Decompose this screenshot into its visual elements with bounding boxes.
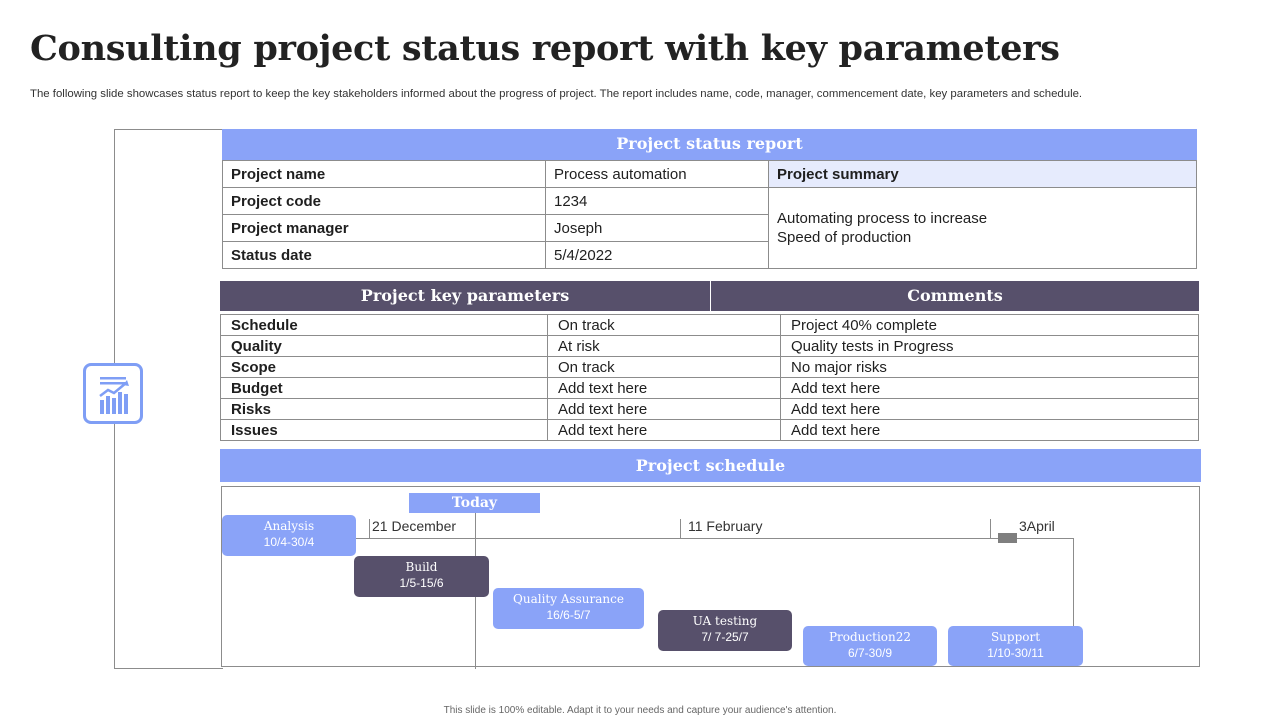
task-dates: 10/4-30/4 bbox=[263, 535, 315, 549]
status-date-value: 5/4/2022 bbox=[546, 242, 769, 269]
project-code-value: 1234 bbox=[546, 188, 769, 215]
table-row bbox=[221, 420, 1199, 441]
project-summary-header: Project summary bbox=[769, 161, 1197, 188]
status-report-table bbox=[222, 160, 1197, 269]
table-row bbox=[221, 315, 1199, 336]
summary-line: Speed of production bbox=[777, 229, 912, 246]
task-ua-testing bbox=[658, 610, 792, 651]
task-analysis bbox=[222, 515, 356, 556]
timeline-label: 3April bbox=[1019, 518, 1055, 534]
project-schedule-header: Project schedule bbox=[220, 449, 1201, 482]
page-title: Consulting project status report with key parameters bbox=[30, 28, 1060, 69]
task-name: Support bbox=[990, 630, 1041, 644]
param-status: Add text here bbox=[548, 399, 781, 420]
task-name: Production22 bbox=[828, 630, 912, 644]
param-comment: Add text here bbox=[781, 399, 1199, 420]
timeline-label: 11 February bbox=[688, 518, 763, 534]
timeline-tick bbox=[990, 519, 991, 538]
key-parameters-header: Project key parameters bbox=[220, 281, 710, 311]
timeline-tick bbox=[680, 519, 681, 538]
param-comment: Quality tests in Progress bbox=[781, 336, 1199, 357]
param-status: At risk bbox=[548, 336, 781, 357]
task-dates: 1/10-30/11 bbox=[987, 646, 1044, 660]
timeline-axis bbox=[356, 538, 1074, 539]
table-row bbox=[221, 336, 1199, 357]
param-label: Scope bbox=[221, 357, 548, 378]
param-label: Schedule bbox=[221, 315, 548, 336]
table-row bbox=[223, 161, 1197, 188]
task-dates: 1/5-15/6 bbox=[399, 576, 444, 590]
footer-note: This slide is 100% editable. Adapt it to your needs and capture your audience's attention. bbox=[443, 705, 837, 716]
task-production bbox=[803, 626, 937, 666]
param-comment: Add text here bbox=[781, 378, 1199, 399]
page-subtitle: The following slide showcases status report to keep the key stakeholders informed about the progress of project. The report includes name, code, manager, commencement date, key parameters and schedule. bbox=[30, 88, 1083, 100]
today-marker: Today bbox=[409, 493, 540, 513]
task-name: Build bbox=[405, 560, 438, 574]
table-row bbox=[221, 357, 1199, 378]
project-manager-value: Joseph bbox=[546, 215, 769, 242]
param-status: Add text here bbox=[548, 420, 781, 441]
project-summary-text bbox=[769, 188, 1197, 269]
timeline-label: 21 December bbox=[372, 518, 457, 534]
task-name: Quality Assurance bbox=[513, 592, 624, 606]
table-row bbox=[221, 399, 1199, 420]
param-comment: No major risks bbox=[781, 357, 1199, 378]
param-status: Add text here bbox=[548, 378, 781, 399]
status-report-header: Project status report bbox=[222, 129, 1197, 160]
task-quality-assurance bbox=[493, 588, 644, 629]
param-comment: Add text here bbox=[781, 420, 1199, 441]
comments-header: Comments bbox=[711, 281, 1199, 311]
timeline-end bbox=[1073, 538, 1074, 628]
summary-line: Automating process to increase bbox=[777, 210, 988, 227]
param-label: Quality bbox=[221, 336, 548, 357]
timeline-tick bbox=[369, 519, 370, 538]
bar-chart-trend-icon bbox=[83, 363, 143, 424]
task-dates: 16/6-5/7 bbox=[546, 608, 591, 622]
table-row bbox=[221, 378, 1199, 399]
task-dates: 7/ 7-25/7 bbox=[701, 630, 749, 644]
key-parameters-table bbox=[220, 314, 1199, 441]
milestone-marker bbox=[998, 533, 1017, 543]
task-support bbox=[948, 626, 1083, 666]
project-manager-label: Project manager bbox=[223, 215, 546, 242]
project-name-label: Project name bbox=[223, 161, 546, 188]
param-status: On track bbox=[548, 315, 781, 336]
status-date-label: Status date bbox=[223, 242, 546, 269]
task-name: UA testing bbox=[692, 614, 758, 628]
task-build bbox=[354, 556, 489, 597]
task-name: Analysis bbox=[263, 519, 315, 533]
project-code-label: Project code bbox=[223, 188, 546, 215]
param-label: Issues bbox=[221, 420, 548, 441]
param-label: Risks bbox=[221, 399, 548, 420]
project-name-value: Process automation bbox=[546, 161, 769, 188]
param-comment: Project 40% complete bbox=[781, 315, 1199, 336]
task-dates: 6/7-30/9 bbox=[847, 646, 893, 660]
param-status: On track bbox=[548, 357, 781, 378]
param-label: Budget bbox=[221, 378, 548, 399]
table-row bbox=[223, 188, 1197, 215]
